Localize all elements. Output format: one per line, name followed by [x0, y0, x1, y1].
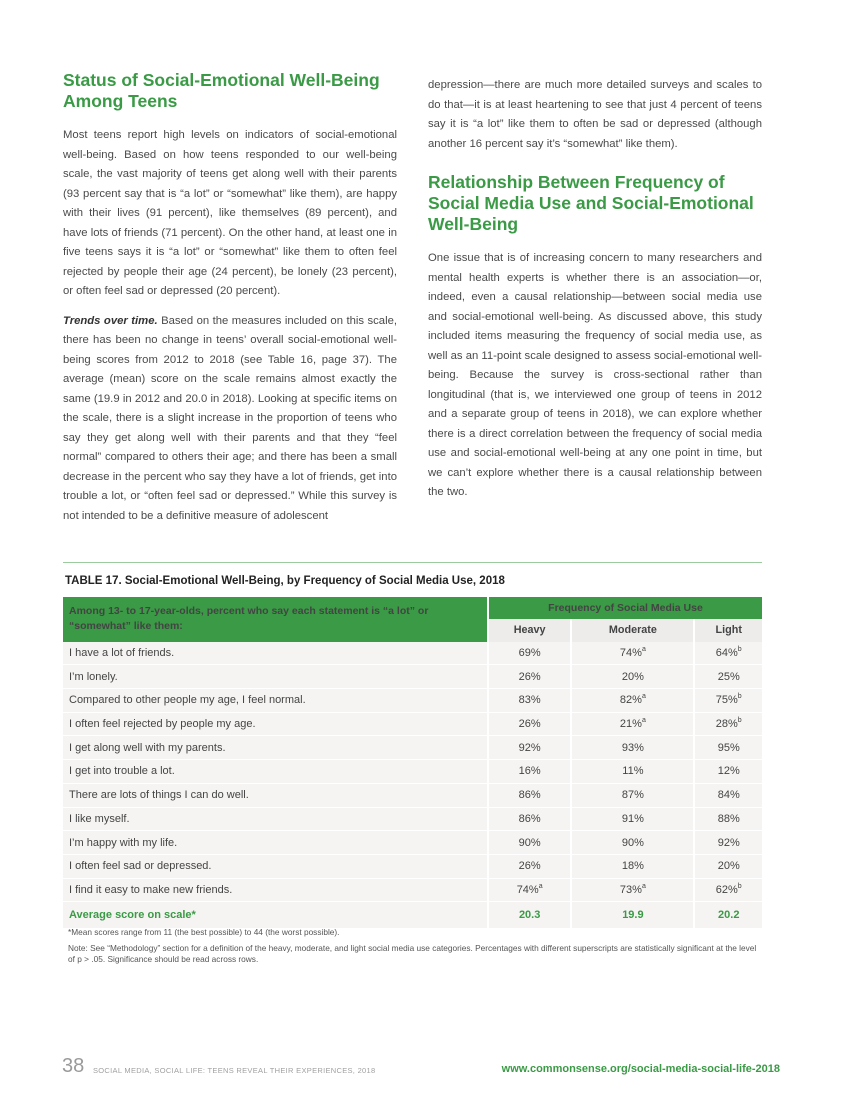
- value-text: 25%: [717, 670, 740, 683]
- average-value: 19.9: [571, 902, 694, 929]
- row-value: [488, 760, 571, 784]
- row-statement: I often feel sad or depressed.: [63, 854, 488, 878]
- row-value: [694, 642, 762, 665]
- table-header-statement: Among 13- to 17-year-olds, percent who say each statement is “a lot” or “somewhat” like them:: [63, 597, 488, 642]
- right-column: [428, 76, 762, 513]
- value-text: 28%: [715, 718, 738, 731]
- value-text: 21%: [619, 718, 642, 731]
- row-value: [694, 689, 762, 713]
- value-text: 69%: [518, 647, 541, 660]
- status-paragraph: Most teens report high levels on indicators of social-emotional well-being. Based on how teens responded to our well-being scale, the vast majority of teens get along well with their parents (93 percent say that is “a lot” or “somewhat” like them), are happy with their lives (91 percent), like themselves (89 percent), and have lots of friends (71 percent). On the other hand, at least one in five teens says it is “a lot” or “somewhat” like them to often feel rejected by people their age (24 percent), be lonely (23 percent), or often feel sad or depressed (20 percent).: [63, 129, 397, 297]
- row-value: [694, 831, 762, 855]
- column-header-moderate: Moderate: [571, 619, 694, 642]
- row-statement: I often feel rejected by people my age.: [63, 712, 488, 736]
- table-row: [63, 854, 762, 878]
- footer-link[interactable]: www.commonsense.org/social-media-social-life-2018: [501, 1063, 780, 1075]
- continued-paragraph: depression—there are much more detailed surveys and scales to do that—it is at least heartening to see that just 4 percent of teens say it is “a lot” like them to often be sad or depressed (although another 16 percent say it’s “somewhat” like them).: [428, 79, 762, 150]
- value-text: 20%: [717, 860, 740, 873]
- row-value: [488, 854, 571, 878]
- row-value: [571, 760, 694, 784]
- value-text: 20%: [621, 670, 644, 683]
- section-divider: [63, 562, 762, 563]
- row-value: [571, 689, 694, 713]
- value-text: 12%: [717, 765, 740, 778]
- table-row: [63, 712, 762, 736]
- value-text: 26%: [518, 718, 541, 731]
- value-text: 86%: [518, 812, 541, 825]
- section-heading-status: Status of Social-Emotional Well-Being Among Teens: [63, 70, 380, 111]
- row-value: [488, 783, 571, 807]
- value-text: 26%: [518, 860, 541, 873]
- row-value: [488, 878, 571, 902]
- table-row: [63, 760, 762, 784]
- table-row: [63, 736, 762, 760]
- row-value: [694, 665, 762, 689]
- row-value: [488, 736, 571, 760]
- row-value: [571, 736, 694, 760]
- value-text: 64%: [715, 647, 738, 660]
- value-text: 73%: [619, 883, 642, 896]
- row-value: [488, 665, 571, 689]
- table-header-frequency: Frequency of Social Media Use: [488, 597, 762, 619]
- row-value: [694, 783, 762, 807]
- significance-superscript: a: [641, 693, 646, 701]
- table-row: [63, 665, 762, 689]
- row-statement: I’m lonely.: [63, 665, 488, 689]
- row-value: [694, 854, 762, 878]
- row-statement: I find it easy to make new friends.: [63, 878, 488, 902]
- row-value: [488, 689, 571, 713]
- footnote-mean: *Mean scores range from 11 (the best possible) to 44 (the worst possible).: [68, 927, 340, 937]
- row-value: [571, 807, 694, 831]
- significance-superscript: b: [737, 693, 742, 701]
- table-title: TABLE 17. Social-Emotional Well-Being, by Frequency of Social Media Use, 2018: [65, 575, 505, 587]
- row-value: [571, 783, 694, 807]
- row-value: [694, 736, 762, 760]
- page-number: 38: [62, 1055, 85, 1077]
- table-notes: [68, 927, 758, 970]
- significance-superscript: a: [641, 717, 646, 725]
- value-text: 86%: [518, 789, 541, 802]
- row-value: [571, 831, 694, 855]
- value-text: 93%: [621, 741, 644, 754]
- row-statement: There are lots of things I can do well.: [63, 783, 488, 807]
- value-text: 11%: [622, 765, 644, 778]
- trends-paragraph: [63, 312, 397, 527]
- row-value: [694, 712, 762, 736]
- value-text: 74%: [516, 883, 539, 896]
- average-value: 20.2: [694, 902, 762, 929]
- row-value: [571, 878, 694, 902]
- significance-superscript: b: [737, 717, 742, 725]
- significance-superscript: a: [538, 882, 543, 890]
- value-text: 18%: [621, 860, 644, 873]
- wellbeing-table: [63, 597, 762, 928]
- row-value: [571, 642, 694, 665]
- value-text: 90%: [621, 836, 644, 849]
- row-value: [571, 665, 694, 689]
- table-row: [63, 831, 762, 855]
- value-text: 16%: [518, 765, 541, 778]
- row-value: [571, 854, 694, 878]
- publication-title: SOCIAL MEDIA, SOCIAL LIFE: TEENS REVEAL THEIR EXPERIENCES, 2018: [93, 1066, 376, 1075]
- row-value: [488, 712, 571, 736]
- row-statement: I’m happy with my life.: [63, 831, 488, 855]
- value-text: 87%: [621, 789, 644, 802]
- row-statement: I get into trouble a lot.: [63, 760, 488, 784]
- row-statement: I have a lot of friends.: [63, 642, 488, 665]
- value-text: 82%: [619, 694, 642, 707]
- value-text: 88%: [717, 812, 740, 825]
- average-value: 20.3: [488, 902, 571, 929]
- value-text: 75%: [715, 694, 738, 707]
- value-text: 83%: [518, 694, 541, 707]
- significance-superscript: b: [737, 882, 742, 890]
- significance-superscript: b: [737, 646, 742, 654]
- row-value: [488, 807, 571, 831]
- footnote-methodology: Note: See “Methodology” section for a definition of the heavy, moderate, and light social media use categories. Percentages with different superscripts are statistically significant at the level of p > .05. Significance should be read across rows.: [68, 943, 757, 964]
- average-row: [63, 902, 762, 929]
- average-label: Average score on scale*: [63, 902, 488, 929]
- row-value: [488, 831, 571, 855]
- table-body: [63, 642, 762, 929]
- significance-superscript: a: [641, 882, 646, 890]
- trends-lead: Trends over time.: [63, 314, 158, 327]
- value-text: 62%: [715, 883, 738, 896]
- value-text: 74%: [619, 647, 642, 660]
- row-value: [694, 807, 762, 831]
- row-value: [571, 712, 694, 736]
- column-header-heavy: Heavy: [488, 619, 571, 642]
- value-text: 26%: [518, 670, 541, 683]
- relationship-paragraph: One issue that is of increasing concern to many researchers and mental health experts is whether there is an association—or, indeed, even a causal relationship—between social media use and social-emotional well-being. As discussed above, this study included items measuring the frequency of social media use, as well as an 11-point scale designed to assess social-emotional well-being. Because the survey is cross-sectional rather than longitudinal (that is, we interviewed one group of teens in 2012 and a separate group of teens in 2018), we can explore whether there is a direct correlation between the frequency of social media use and social-emotional well-being at any one point in time, but we can’t explore whether there is a causal relationship between the two.: [428, 252, 762, 498]
- row-value: [694, 878, 762, 902]
- value-text: 92%: [717, 836, 740, 849]
- value-text: 92%: [518, 741, 541, 754]
- table-row: [63, 807, 762, 831]
- value-text: 84%: [717, 789, 740, 802]
- row-statement: I get along well with my parents.: [63, 736, 488, 760]
- value-text: 91%: [621, 812, 644, 825]
- row-statement: Compared to other people my age, I feel normal.: [63, 689, 488, 713]
- table-row: [63, 878, 762, 902]
- left-column: [63, 70, 397, 536]
- value-text: 90%: [518, 836, 541, 849]
- table-row: [63, 642, 762, 665]
- row-value: [488, 642, 571, 665]
- value-text: 95%: [717, 741, 740, 754]
- row-value: [694, 760, 762, 784]
- row-statement: I like myself.: [63, 807, 488, 831]
- section-heading-relationship: Relationship Between Frequency of Social Media Use and Social-Emotional Well-Being: [428, 172, 754, 234]
- table-row: [63, 689, 762, 713]
- trends-text: Based on the measures included on this scale, there has been no change in teens’ overall social-emotional well-being scores from 2012 to 2018 (see Table 16, page 37). The average (mean) score on the scale remains almost exactly the same (19.9 in 2012 and 20.0 in 2018). Looking at specific items on the scale, there is a slight increase in the proportion of teens who say they get along well with their parents and that they “feel normal” compared to others their age; and there has been a small decrease in the percent who say they have a lot of friends, get into trouble a lot, or “often feel sad or depressed.” While this survey is not intended to be a definitive measure of adolescent: [63, 314, 397, 522]
- significance-superscript: a: [641, 646, 646, 654]
- column-header-light: Light: [694, 619, 762, 642]
- table-row: [63, 783, 762, 807]
